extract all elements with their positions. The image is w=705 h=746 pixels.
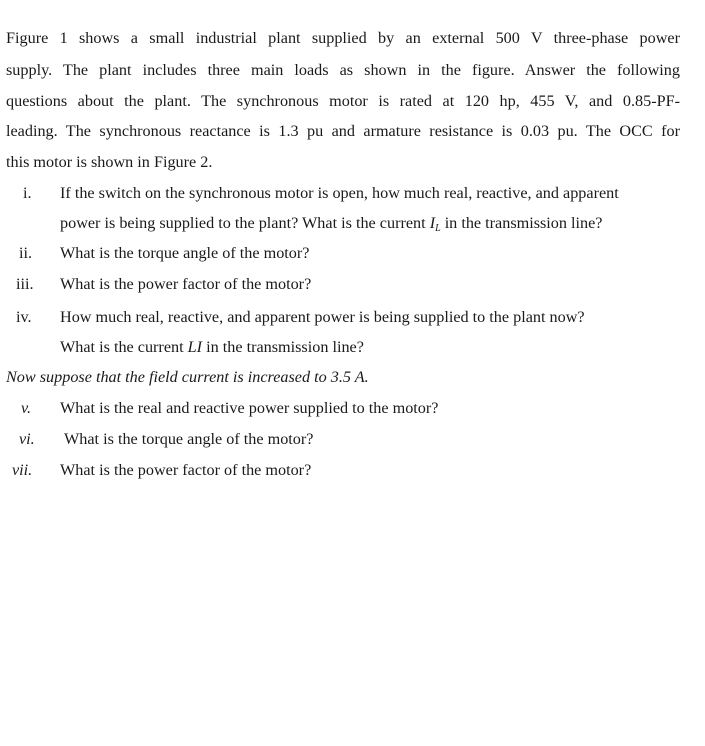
question-text: If the switch on the synchronous motor is open, how much real, reactive, and apparent <box>60 184 619 202</box>
question-text: What is the real and reactive power supplied to the motor? <box>60 399 439 417</box>
question-number: i. <box>23 184 32 202</box>
question-number: v. <box>21 399 32 417</box>
question-text-part: in the transmission line? <box>440 214 603 232</box>
question-text-continued <box>60 337 364 357</box>
paragraph-line: questions about the plant. The synchronous motor is rated at 120 hp, 455 V, and 0.85-PF- <box>6 92 680 110</box>
current-variable: I <box>429 214 436 232</box>
paragraph-line: leading. The synchronous reactance is 1.3 pu and armature resistance is 0.03 pu. The OCC for <box>6 122 680 140</box>
paragraph-line: supply. The plant includes three main loads as shown in the figure. Answer the following <box>6 61 680 79</box>
question-text-part: power is being supplied to the plant? What is the current <box>60 214 430 232</box>
question-number: vi. <box>19 430 35 448</box>
question-text: What is the power factor of the motor? <box>60 275 312 293</box>
question-text: How much real, reactive, and apparent power is being supplied to the plant now? <box>60 308 585 326</box>
question-text-part: What is the current <box>60 338 188 356</box>
paragraph-line: this motor is shown in Figure 2. <box>6 153 213 171</box>
current-subscript: L <box>435 223 441 234</box>
question-text: What is the torque angle of the motor? <box>60 244 310 262</box>
question-text: What is the torque angle of the motor? <box>64 430 314 448</box>
question-number: iii. <box>16 275 34 293</box>
question-number: vii. <box>12 461 33 479</box>
paragraph-line: Figure 1 shows a small industrial plant supplied by an external 500 V three-phase power <box>6 29 680 47</box>
current-variable: LI <box>187 338 203 356</box>
section-note: Now suppose that the field current is increased to 3.5 A. <box>6 368 369 386</box>
question-number: iv. <box>16 308 32 326</box>
question-number: ii. <box>19 244 33 262</box>
question-text: What is the power factor of the motor? <box>60 461 312 479</box>
question-text-continued <box>60 213 603 233</box>
question-text-part: in the transmission line? <box>202 338 364 356</box>
